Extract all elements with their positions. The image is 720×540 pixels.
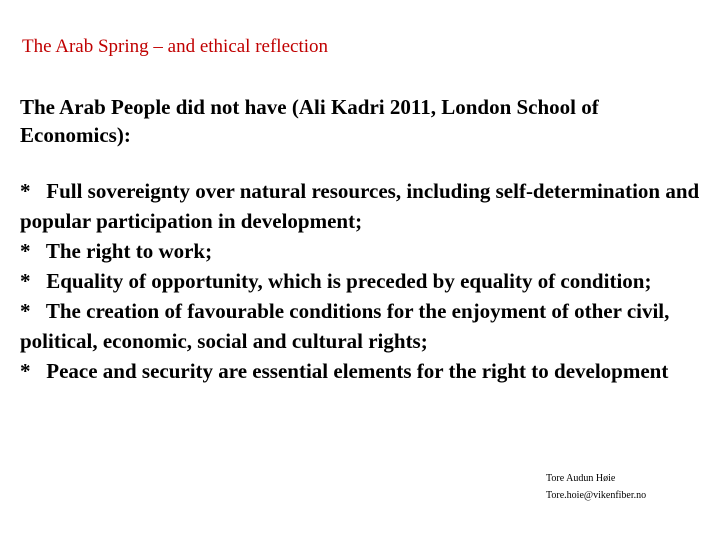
bullet-item-favourable-conditions: * The creation of favourable conditions for the enjoyment of other civil, political, economic, social and cultural rights;: [20, 299, 675, 353]
bullet-item-equality: * Equality of opportunity, which is preceded by equality of condition;: [20, 269, 652, 293]
footer-email: Tore.hoie@vikenfiber.no: [546, 490, 647, 501]
bullet-item-peace-security: * Peace and security are essential elements for the right to development: [20, 359, 669, 383]
bullet-item-sovereignty: * Full sovereignty over natural resources, including self-determination and popular participation in development;: [20, 179, 705, 233]
intro-text: The Arab People did not have (Ali Kadri 2011, London School of Economics):: [20, 95, 599, 147]
bullet-item-right-to-work: * The right to work;: [20, 239, 213, 263]
footer-author: Tore Audun Høie: [546, 473, 616, 484]
bullet-list: [20, 176, 705, 386]
slide-title: The Arab Spring – and ethical reflection: [22, 36, 329, 57]
